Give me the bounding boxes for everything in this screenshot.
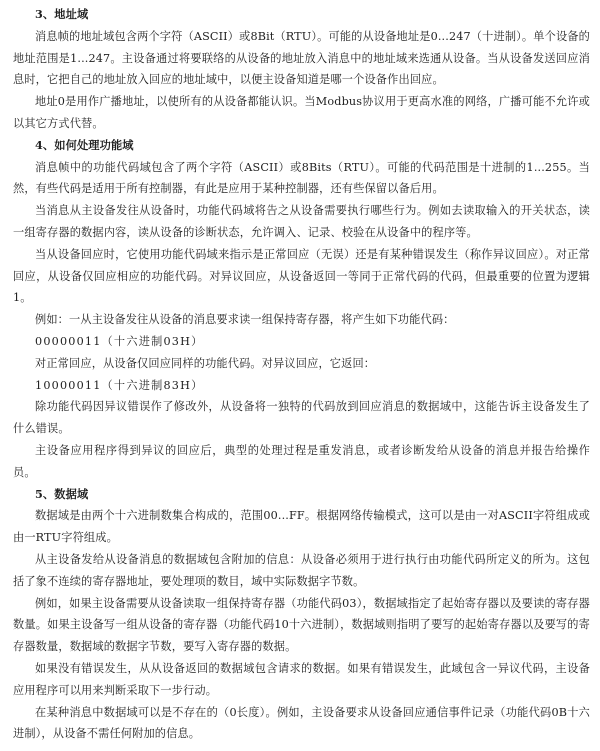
- paragraph: 当从设备回应时，它使用功能代码域来指示是正常回应（无误）还是有某种错误发生（称作异议回应）。对正常回应，从设备仅回应相应的功能代码。对异议回应，从设备返回一等同于正常代码的代码，但最重要的位置为逻辑1。: [13, 247, 590, 305]
- binary-code-line: 10000011（十六进制83H）: [35, 378, 204, 392]
- paragraph: 消息帧中的功能代码域包含了两个字符（ASCII）或8Bits（RTU）。可能的代码范围是十进制的1...255。当然，有些代码是适用于所有控制器，有此是应用于某种控制器，还有些保留以备后用。: [13, 160, 590, 196]
- paragraph: 消息帧的地址域包含两个字符（ASCII）或8Bit（RTU）。可能的从设备地址是0...247（十进制）。单个设备的地址范围是1...247。主设备通过将要联络的从设备的地址放入消息中的地址域来选通从设备。当从设备发送回应消息时，它把自己的地址放入回应的地址域中，以便主设备知道是哪一个设备作出回应。: [13, 29, 590, 87]
- section-heading-address: 3、地址域: [35, 7, 89, 21]
- paragraph: 主设备应用程序得到异议的回应后，典型的处理过程是重发消息，或者诊断发给从设备的消息并报告给操作员。: [13, 443, 590, 479]
- paragraph: 除功能代码因异议错误作了修改外，从设备将一独特的代码放到回应消息的数据域中，这能告诉主设备发生了什么错误。: [13, 400, 590, 436]
- paragraph: 如果没有错误发生，从从设备返回的数据域包含请求的数据。如果有错误发生，此域包含一异议代码，主设备应用程序可以用来判断采取下一步行动。: [13, 661, 590, 697]
- paragraph: 当消息从主设备发往从设备时，功能代码域将告之从设备需要执行哪些行为。例如去读取输入的开关状态，读一组寄存器的数据内容，读从设备的诊断状态，允许调入、记录、校验在从设备中的程序等。: [13, 204, 590, 239]
- paragraph: 例如：一从主设备发往从设备的消息要求读一组保持寄存器，将产生如下功能代码：: [35, 313, 455, 327]
- paragraph: 从主设备发给从设备消息的数据域包含附加的信息：从设备必须用于进行执行由功能代码所定义的所为。这包括了象不连续的寄存器地址，要处理项的数目，域中实际数据字节数。: [13, 552, 590, 588]
- paragraph: 例如，如果主设备需要从设备读取一组保持寄存器（功能代码03），数据域指定了起始寄存器以及要读的寄存器数量。如果主设备写一组从设备的寄存器（功能代码10十六进制），数据域则指明了要写的起始寄存器以及要写的寄存器数量，数据域的数据字节数，要写入寄存器的数据。: [13, 596, 590, 654]
- paragraph: 对正常回应，从设备仅回应同样的功能代码。对异议回应，它返回：: [35, 356, 376, 370]
- section-heading-data: 5、数据域: [35, 486, 89, 501]
- binary-code-line: 00000011（十六进制03H）: [35, 334, 204, 348]
- section-heading-function: 4、如何处理功能域: [35, 137, 134, 152]
- paragraph: 在某种消息中数据域可以是不存在的（0长度）。例如，主设备要求从设备回应通信事件记录（功能代码0B十六进制），从设备不需任何附加的信息。: [13, 705, 590, 741]
- paragraph: 数据域是由两个十六进制数集合构成的，范围00...FF。根据网络传输模式，这可以是由一对ASCII字符组成或由一RTU字符组成。: [13, 509, 590, 545]
- paragraph: 地址0是用作广播地址，以使所有的从设备都能认识。当Modbus协议用于更高水准的网络，广播可能不允许或以其它方式代替。: [13, 95, 590, 130]
